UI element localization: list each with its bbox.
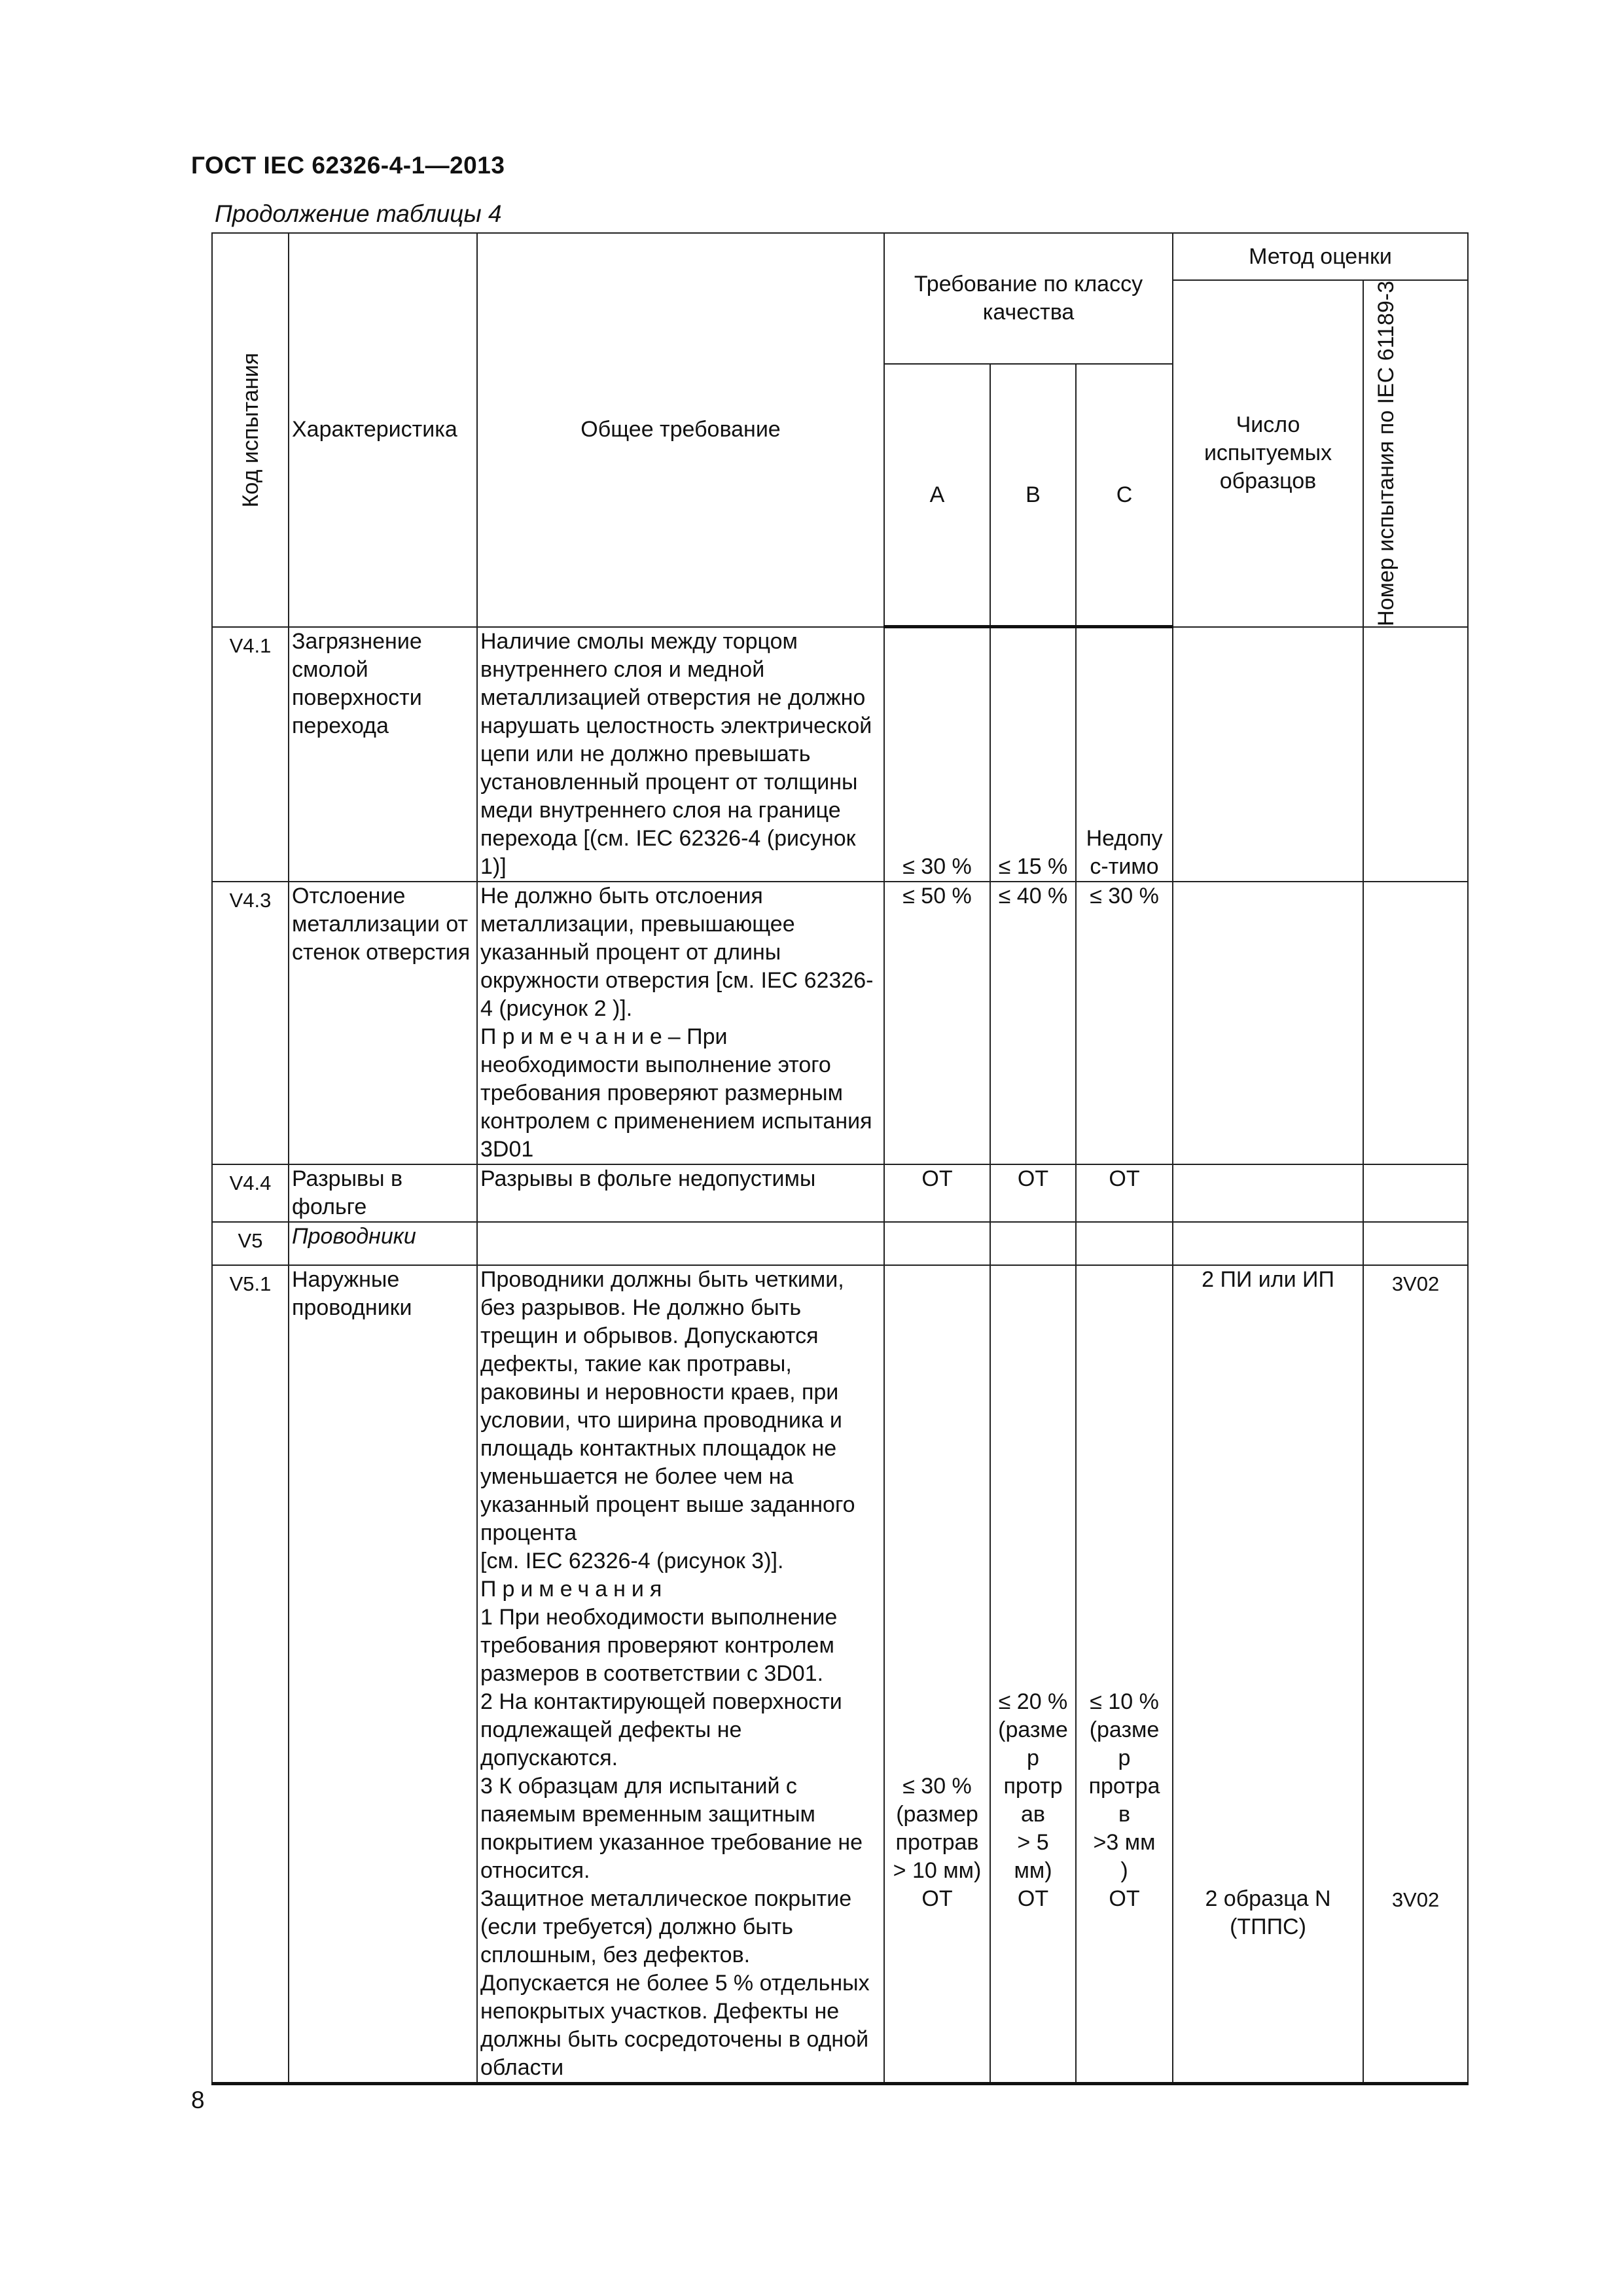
row-class-b-value — [990, 1265, 1076, 2084]
test-number-2: 3V02 — [1391, 1888, 1440, 1911]
row-code: V4.3 — [212, 882, 289, 1164]
requirement-text: Не должно быть отслоения металлизации, превышающее указанный процент от длины окружности отверстия [см. IEC 62326-4 (рисунок 2 )]. — [480, 883, 874, 1021]
page-number: 8 — [191, 2087, 205, 2113]
row-test-number — [1363, 627, 1468, 882]
table-row — [212, 1265, 1468, 2084]
document-standard-title: ГОСТ IEC 62326-4-1—2013 — [191, 152, 505, 179]
coating-requirement: Защитное металлическое покрытие (если требуется) должно быть сплошным, без дефектов. Допускается не более 5 % отдельных непокрытых участков. Дефекты не должны быть сосредоточены в одной области — [480, 1886, 870, 2080]
header-code: Код испытания — [212, 233, 289, 627]
row-requirement — [477, 882, 884, 1164]
row-requirement — [477, 1222, 884, 1265]
row-class-c-value: Недопу с-тимо — [1076, 627, 1173, 882]
row-sample-count — [1173, 1222, 1363, 1265]
row-class-a-value: ≤ 30 % — [884, 627, 990, 882]
header-class-b: В — [990, 364, 1076, 627]
row-class-c-value: ≤ 30 % — [1076, 882, 1173, 1164]
row-characteristic: Наружные проводники — [289, 1265, 477, 2084]
header-characteristic: Характеристика — [289, 233, 477, 627]
class-c-coating: ОТ — [1109, 1886, 1140, 1911]
row-sample-count — [1173, 1265, 1363, 2084]
table-row — [212, 1164, 1468, 1222]
row-class-c-value — [1076, 1265, 1173, 2084]
row-requirement: Наличие смолы между торцом внутреннего слоя и медной металлизацией отверстия не должно нарушать целостность электрической цепи или не должно превышать установленный процент от толщины меди внутреннего слоя на границе перехода [(см. IEC 62326-4 (рисунок 1)] — [477, 627, 884, 882]
row-characteristic: Проводники — [289, 1222, 477, 1265]
row-class-b-value: ОТ — [990, 1164, 1076, 1222]
row-characteristic: Загрязнение смолой поверхности перехода — [289, 627, 477, 882]
class-a-limit: ≤ 30 % (размер протрав > 10 мм) — [893, 1773, 982, 1883]
note-1: 1 При необходимости выполнение требования проверяют контролем размеров в соответствии с 3D01. — [480, 1604, 838, 1686]
notes-label: Примечания — [480, 1576, 668, 1602]
note-2: 2 На контактирующей поверхности подлежащей дефекты не допускаются. — [480, 1689, 842, 1770]
row-requirement — [477, 1265, 884, 2084]
table-row — [212, 627, 1468, 882]
row-code: V5.1 — [212, 1265, 289, 2084]
table-caption: Продолжение таблицы 4 — [215, 200, 502, 227]
row-code: V4.4 — [212, 1164, 289, 1222]
row-characteristic: Отслоение металлизации от стенок отверстия — [289, 882, 477, 1164]
row-test-number — [1363, 1222, 1468, 1265]
header-class-c: С — [1076, 364, 1173, 627]
row-requirement: Разрывы в фольге недопустимы — [477, 1164, 884, 1222]
header-test-number: Номер испытания по IEC 61189-3 — [1363, 280, 1468, 627]
note-3: 3 К образцам для испытаний с паяемым временным защитным покрытием указанное требование не относится. — [480, 1773, 863, 1883]
table-row — [212, 1222, 1468, 1265]
row-class-a-value: ≤ 50 % — [884, 882, 990, 1164]
row-sample-count — [1173, 882, 1363, 1164]
samples-2: 2 образца N (ТППС) — [1205, 1886, 1331, 1939]
row-class-b-value: ≤ 40 % — [990, 882, 1076, 1164]
row-class-a-value — [884, 1265, 990, 2084]
header-quality-class: Требование по классу качества — [884, 233, 1173, 364]
row-class-a-value — [884, 1222, 990, 1265]
class-b-coating: ОТ — [1017, 1886, 1049, 1911]
row-characteristic: Разрывы в фольге — [289, 1164, 477, 1222]
row-test-number — [1363, 1164, 1468, 1222]
test-number-1: 3V02 — [1391, 1272, 1440, 1295]
header-class-a: А — [884, 364, 990, 627]
row-test-number — [1363, 882, 1468, 1164]
header-sample-count: Число испытуемых образцов — [1173, 280, 1363, 627]
row-class-a-value: ОТ — [884, 1164, 990, 1222]
requirements-table — [211, 232, 1469, 2085]
row-sample-count — [1173, 1164, 1363, 1222]
row-class-c-value: ОТ — [1076, 1164, 1173, 1222]
header-general-requirement: Общее требование — [477, 233, 884, 627]
note-text: – При необходимости выполнение этого требования проверяют размерным контролем с применением испытания 3D01 — [480, 1024, 872, 1162]
note-label: Примечание — [480, 1024, 668, 1049]
row-test-number — [1363, 1265, 1468, 2084]
row-code: V4.1 — [212, 627, 289, 882]
row-code: V5 — [212, 1222, 289, 1265]
samples-1: 2 ПИ или ИП — [1202, 1266, 1334, 1292]
row-sample-count — [1173, 627, 1363, 882]
row-class-b-value: ≤ 15 % — [990, 627, 1076, 882]
class-b-limit: ≤ 20 % (разме р протр ав > 5 мм) — [998, 1689, 1068, 1883]
row-class-c-value — [1076, 1222, 1173, 1265]
row-class-b-value — [990, 1222, 1076, 1265]
class-a-coating: ОТ — [921, 1886, 953, 1911]
requirement-text: Проводники должны быть четкими, без разрывов. Не должно быть трещин и обрывов. Допускаются дефекты, такие как протравы, раковины и неровности краев, при условии, что ширина проводника и площадь контактных площадок не уменьшается не более чем на указанный процент выше заданного процента [см. IEC 62326-4 (рисунок 3)]. — [480, 1266, 855, 1573]
header-evaluation-method: Метод оценки — [1173, 233, 1468, 280]
class-c-limit: ≤ 10 % (разме р протра в >3 мм ) — [1088, 1689, 1160, 1883]
table-row — [212, 882, 1468, 1164]
